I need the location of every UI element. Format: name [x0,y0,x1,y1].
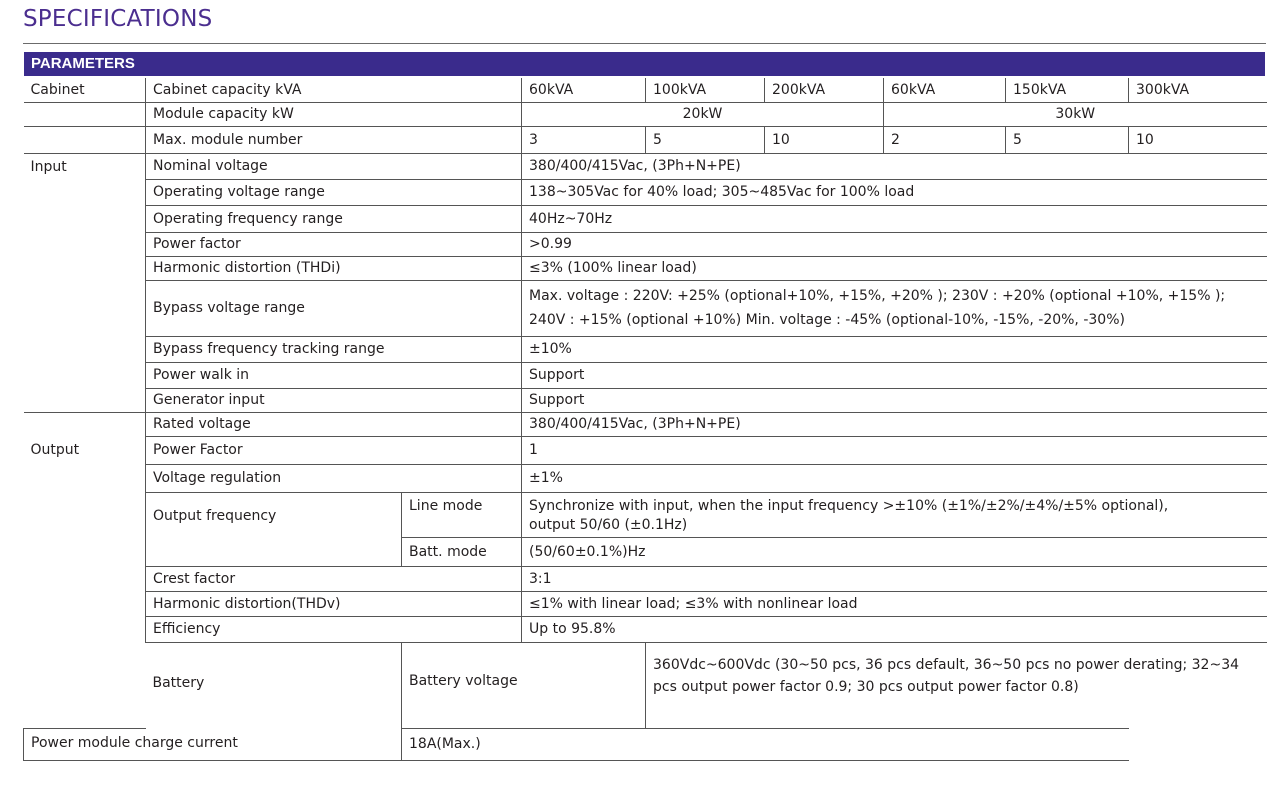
cell-value: ±1% [522,464,1267,492]
row-label: Battery voltage [402,642,646,728]
row-label: Bypass frequency tracking range [146,336,522,362]
table-row [24,492,1267,537]
row-label: Power factor [146,232,522,256]
cell-value: 30kW [884,102,1267,126]
cell-value: ≤3% (100% linear load) [522,256,1267,280]
cell-value: 1 [522,436,1267,464]
bypass-voltage-line-2: 240V : +15% (optional +10%) Min. voltage : -45% (optional-10%, -15%, -20%, -30%) [529,312,1125,328]
row-label: Harmonic distortion(THDv) [146,591,522,616]
title-divider [23,43,1266,44]
cell-value: Up to 95.8% [522,616,1267,642]
cell-value: 138~305Vac for 40% load; 305~485Vac for 100% load [522,179,1267,205]
table-row [24,591,1267,616]
table-row [24,412,1267,436]
row-label: Power walk in [146,362,522,388]
cell-value: 3 [522,126,646,153]
row-label: Rated voltage [146,412,522,436]
cell-value: 380/400/415Vac, (3Ph+N+PE) [522,153,1267,179]
category-cabinet: Cabinet [30,81,85,98]
cell-value: 18A(Max.) [402,728,1129,760]
table-row [24,232,1267,256]
cell-value: 5 [646,126,765,153]
table-row [24,336,1267,362]
table-row [24,464,1267,492]
row-label: Harmonic distortion (THDi) [146,256,522,280]
row-label: Generator input [146,388,522,412]
table-row [24,728,1267,760]
cell-value: 60kVA [522,78,646,102]
table-row [24,179,1267,205]
table-row [24,205,1267,232]
cell-value: 100kVA [646,78,765,102]
cell-value: 10 [765,126,884,153]
row-label: Nominal voltage [146,153,522,179]
table-row [24,566,1267,591]
table-row [24,126,1267,153]
cell-value [522,492,1267,537]
table-row [24,642,1267,728]
sub-label-line-mode: Line mode [402,492,522,537]
row-label: Power module charge current [24,728,402,760]
row-label: Bypass voltage range [146,280,522,336]
table-row [24,388,1267,412]
sub-label-batt-mode: Batt. mode [402,537,522,566]
cell-value: 380/400/415Vac, (3Ph+N+PE) [522,412,1267,436]
table-row [24,436,1267,464]
cell-value: 3:1 [522,566,1267,591]
cell-value [522,280,1267,336]
row-label: Efficiency [146,616,522,642]
cell-value: (50/60±0.1%)Hz [522,537,1267,566]
cell-value: 300kVA [1129,78,1267,102]
table-row [24,362,1267,388]
page-title: SPECIFICATIONS [23,6,213,32]
bypass-voltage-line-1: Max. voltage : 220V: +25% (optional+10%, +15%, +20% ); 230V : +20% (optional +10%, +15% ); [529,288,1226,304]
cell-value: >0.99 [522,232,1267,256]
cell-value: ≤1% with linear load; ≤3% with nonlinear load [522,591,1267,616]
cell-value: Support [522,388,1267,412]
cell-value: 150kVA [1006,78,1129,102]
table-row [24,153,1267,179]
parameters-banner: PARAMETERS [24,52,1265,76]
category-output: Output [24,412,146,728]
row-label: Power Factor [146,436,522,464]
row-label: Module capacity kW [146,102,522,126]
row-label: Operating frequency range [146,205,522,232]
table-row [24,102,1267,126]
row-label: Operating voltage range [146,179,522,205]
specifications-table [23,78,1267,761]
row-label: Max. module number [146,126,522,153]
cell-value: 2 [884,126,1006,153]
cell-value: 5 [1006,126,1129,153]
cell-value: 40Hz~70Hz [522,205,1267,232]
line-mode-value-2: output 50/60 (±0.1Hz) [529,516,688,533]
line-mode-value-1: Synchronize with input, when the input frequency >±10% (±1%/±2%/±4%/±5% optional), [529,497,1169,514]
category-battery: Battery [146,642,402,760]
cell-value: 10 [1129,126,1267,153]
table-row [24,256,1267,280]
table-row [24,280,1267,336]
cell-value: ±10% [522,336,1267,362]
table-row [24,78,1267,102]
row-label: Voltage regulation [146,464,522,492]
cell-value: Support [522,362,1267,388]
row-label: Cabinet capacity kVA [146,78,522,102]
cell-value: 360Vdc~600Vdc (30~50 pcs, 36 pcs default, 36~50 pcs no power derating; 32~34 pcs output power factor 0.9; 30 pcs output power factor 0.8) [646,642,1267,728]
table-row [24,616,1267,642]
cell-value: 60kVA [884,78,1006,102]
row-label: Crest factor [146,566,522,591]
cell-value: 20kW [522,102,884,126]
row-label: Output frequency [146,492,402,566]
cell-value: 200kVA [765,78,884,102]
category-input: Input [24,153,146,412]
